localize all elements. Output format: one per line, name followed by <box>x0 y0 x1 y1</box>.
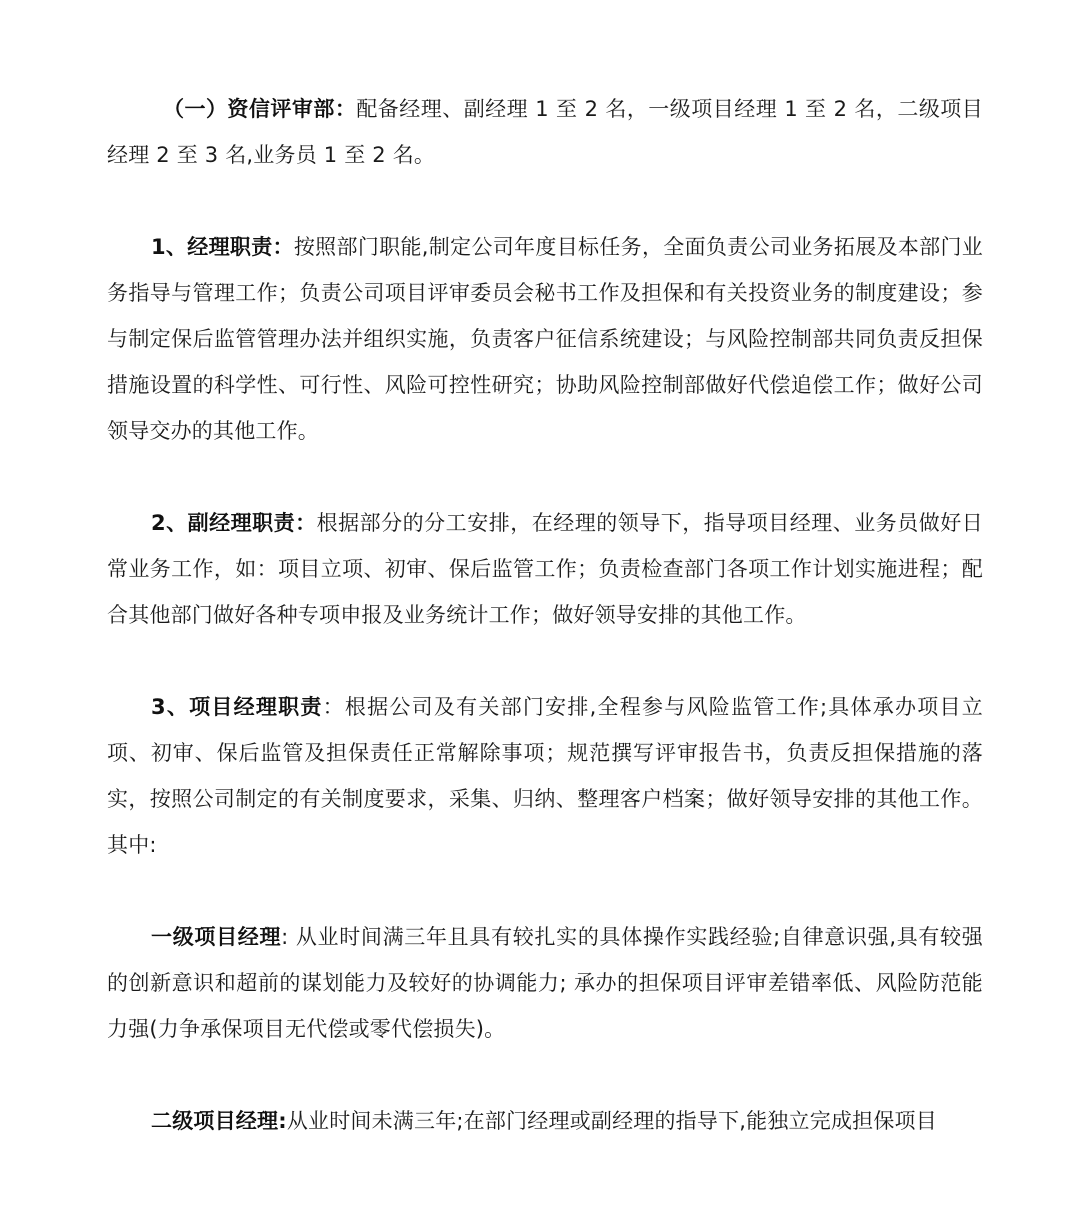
paragraph-heading: 1、经理职责： <box>151 235 294 259</box>
paragraph-text: 根据部分的分工安排，在经理的领导下，指导项目经理、业务员做好日常业务工作，如：项目立项、初审、保后监管工作；负责检查部门各项工作计划实施进程；配合其他部门做好各种专项申报及业务统计工作；做好领导安排的其他工作。 <box>107 511 983 627</box>
paragraph-text: 按照部门职能,制定公司年度目标任务，全面负责公司业务拓展及本部门业务指导与管理工作；负责公司项目评审委员会秘书工作及担保和有关投资业务的制度建设；参与制定保后监管管理办法并组织实施，负责客户征信系统建设；与风险控制部共同负责反担保措施设置的科学性、可行性、风险可控性研究；协助风险控制部做好代偿追偿工作；做好公司领导交办的其他工作。 <box>107 235 983 443</box>
paragraph-heading: 2、副经理职责： <box>151 511 317 535</box>
paragraph-text: : 从业时间满三年且具有较扎实的具体操作实践经验;自律意识强,具有较强的创新意识和超前的谋划能力及较好的协调能力; 承办的担保项目评审差错率低、风险防范能力强(力争承保项目无代偿或零代偿损失)。 <box>107 925 983 1041</box>
paragraph-heading: （一）资信评审部： <box>163 97 357 121</box>
paragraph-level-one-project-manager <box>107 914 983 1052</box>
paragraph-deputy-manager-duties <box>107 500 983 638</box>
paragraph-text: 从业时间未满三年;在部门经理或副经理的指导下,能独立完成担保项目 <box>286 1109 937 1133</box>
paragraph-manager-duties <box>107 224 983 454</box>
paragraph-heading: 二级项目经理: <box>151 1109 287 1133</box>
paragraph-text: ：根据公司及有关部门安排,全程参与风险监管工作;具体承办项目立项、初审、保后监管及担保责任正常解除事项；规范撰写评审报告书，负责反担保措施的落实，按照公司制定的有关制度要求，采集、归纳、整理客户档案；做好领导安排的其他工作。其中: <box>107 695 984 857</box>
paragraph-heading: 一级项目经理 <box>151 925 282 949</box>
paragraph-department <box>107 86 983 178</box>
paragraph-level-two-project-manager <box>107 1098 983 1144</box>
paragraph-project-manager-duties <box>107 684 983 868</box>
paragraph-text: 配备经理、副经理 1 至 2 名，一级项目经理 1 至 2 名，二级项目经理 2 至 3 名,业务员 1 至 2 名。 <box>107 97 983 167</box>
paragraph-heading: 3、项目经理职责 <box>151 695 323 719</box>
document-page <box>107 86 983 1144</box>
